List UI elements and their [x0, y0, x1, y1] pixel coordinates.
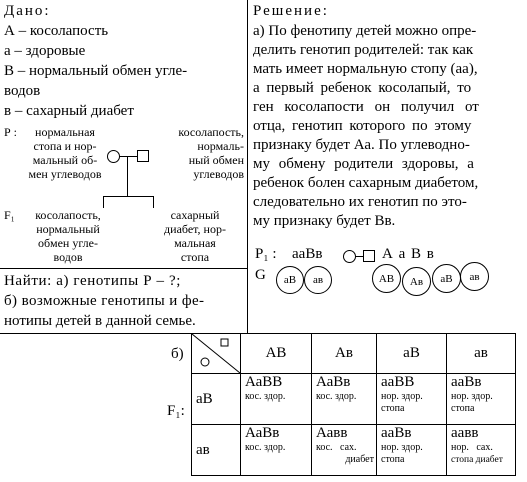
find-line-2: б) возможные генотипы и фе- [4, 293, 205, 309]
given-divider [0, 268, 247, 269]
cell-r1-c1: АаВВ кос. здор. [241, 374, 312, 425]
given-line-2: а – здоровые [4, 43, 86, 59]
row-header-2: ав [192, 425, 241, 476]
marriage-line [119, 156, 137, 157]
p-label: Р : [4, 125, 18, 139]
father-phenotype: косолапость, нормаль- ный обмен углеводов [178, 125, 244, 181]
sibship-line [103, 196, 153, 197]
f1-result-label: F₁: [167, 403, 185, 419]
col-header-4: ав [447, 334, 516, 374]
given-line-5: в – сахарный диабет [4, 103, 134, 119]
vertical-divider [247, 0, 248, 333]
cross-line [355, 256, 363, 257]
cell-r2-c4: аавв нор. сах. стопа диабет [447, 425, 516, 476]
father-gamete-3: аВ [432, 264, 461, 293]
father-gamete-2: Ав [402, 267, 431, 296]
child2-line [153, 196, 154, 208]
corner-diagonal [192, 334, 240, 373]
father-genotype: А а В в [382, 246, 435, 262]
given-line-4: водов [4, 83, 41, 99]
mother-phenotype: нормальная стопа и нор- мальный об- мен углеводов [28, 125, 102, 181]
find-line-1: Найти: а) генотипы Р – ?; [4, 273, 181, 289]
male-square-symbol [363, 250, 375, 262]
cell-r2-c2: Аавв кос. сах. диабет [312, 425, 377, 476]
punnett-square [191, 333, 516, 476]
col-header-3: аВ [377, 334, 447, 374]
gametes-label: G [255, 267, 266, 283]
given-line-3: В – нормальный обмен угле- [4, 63, 188, 79]
corner-cell [192, 334, 241, 374]
child1-line [103, 196, 104, 208]
descent-line [127, 156, 128, 196]
col-header-1: АВ [241, 334, 312, 374]
child1-phenotype: косолапость, нормальный обмен угле- водов [35, 208, 101, 264]
given-title: Дано: [4, 3, 51, 19]
cell-r1-c3: ааВВ нор. здор. стопа [377, 374, 447, 425]
col-header-2: Ав [312, 334, 377, 374]
mother-gamete-1: аВ [276, 266, 304, 294]
cell-r1-c4: ааВв нор. здор. стопа [447, 374, 516, 425]
solution-title: Решение: [253, 3, 329, 19]
mother-genotype: ааВв [292, 246, 323, 262]
father-gamete-1: АВ [372, 264, 401, 293]
cell-r1-c2: АаВв кос. здор. [312, 374, 377, 425]
given-line-1: А – косолапость [4, 23, 109, 39]
cell-r2-c3: ааВв нор. здор. стопа [377, 425, 447, 476]
part-b-label: б) [171, 346, 184, 362]
find-line-3: нотипы детей в данной семье. [4, 313, 196, 329]
cell-r2-c1: АаВв кос. здор. [241, 425, 312, 476]
male-square-symbol [137, 150, 149, 162]
child2-phenotype: сахарный диабет, нор- мальная стопа [164, 208, 226, 264]
f1-label: F₁ [4, 208, 15, 222]
father-gamete-4: ав [460, 262, 489, 291]
mother-gamete-2: ав [304, 266, 332, 294]
solution-text: а) По фенотипу детей можно опре- делить генотип родителей: так как мать имеет нормальную стопу (аа), а первый ребенок косолапый, то ген косолапости он получил от отца, генотип которого по этому признаку будет Аа. По углеводно- му обмену родители здоровы, а ребенок болен сахарным диабетом, следовательно их генотип по это- му признаку будет Вв. [253, 23, 479, 229]
p1-label: P₁ : [255, 246, 277, 262]
row-header-1: аВ [192, 374, 241, 425]
